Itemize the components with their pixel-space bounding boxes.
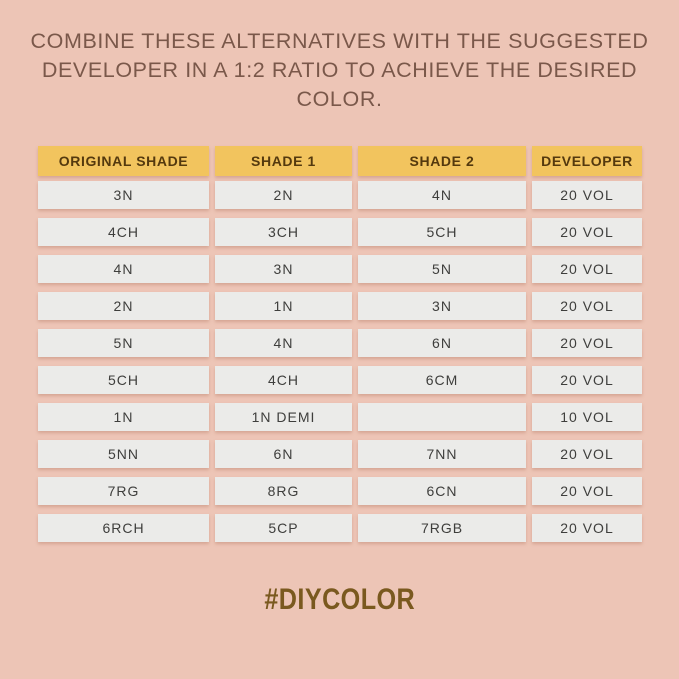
table-cell: 5NN [38,440,209,468]
table-row [38,514,642,542]
table-header-row [38,146,642,176]
table-cell: 6N [215,440,352,468]
header-cell-original-shade: ORIGINAL SHADE [38,146,209,176]
header-cell-developer: DEVELOPER [532,146,642,176]
table-cell: 5N [358,255,526,283]
table-row [38,366,642,394]
table-cell: 2N [215,181,352,209]
table-cell: 20 VOL [532,292,642,320]
table-cell: 20 VOL [532,514,642,542]
title-line-1: COMBINE THESE ALTERNATIVES WITH THE SUGGESTED [30,29,649,53]
table-row [38,181,642,209]
table-row [38,440,642,468]
footer [0,583,679,617]
table-cell: 20 VOL [532,255,642,283]
table-cell: 20 VOL [532,440,642,468]
table-cell: 20 VOL [532,366,642,394]
table-row [38,255,642,283]
table-row [38,218,642,246]
table-cell: 6CN [358,477,526,505]
table-cell: 2N [38,292,209,320]
table-cell: 5CH [358,218,526,246]
table-cell: 6CM [358,366,526,394]
table-cell: 6RCH [38,514,209,542]
table-cell: 4N [358,181,526,209]
table-cell: 1N [215,292,352,320]
header-cell-shade-2: SHADE 2 [358,146,526,176]
table-cell: 3CH [215,218,352,246]
table-cell-empty [358,403,526,431]
table-cell: 3N [38,181,209,209]
table-cell: 7RG [38,477,209,505]
table-row [38,403,642,431]
table-row [38,477,642,505]
table-cell: 20 VOL [532,477,642,505]
table-row [38,329,642,357]
table-cell: 7NN [358,440,526,468]
table-cell: 5N [38,329,209,357]
table-cell: 4N [215,329,352,357]
table-cell: 5CP [215,514,352,542]
page-title [18,27,661,114]
table-cell: 1N [38,403,209,431]
table-cell: 20 VOL [532,181,642,209]
table-cell: 1N DEMI [215,403,352,431]
header-cell-shade-1: SHADE 1 [215,146,352,176]
table-cell: 6N [358,329,526,357]
table-cell: 4CH [215,366,352,394]
table-cell: 3N [358,292,526,320]
table-cell: 3N [215,255,352,283]
table-cell: 4N [38,255,209,283]
table-cell: 8RG [215,477,352,505]
title-line-3: COLOR. [296,87,383,111]
table-cell: 7RGB [358,514,526,542]
title-line-2: DEVELOPER IN A 1:2 RATIO TO ACHIEVE THE DESIRED [41,58,638,82]
hashtag-text: #DIYCOLOR [264,583,415,616]
shade-conversion-table [38,146,642,551]
table-cell: 20 VOL [532,329,642,357]
table-cell: 5CH [38,366,209,394]
table-row [38,292,642,320]
table-cell: 4CH [38,218,209,246]
table-cell: 10 VOL [532,403,642,431]
table-cell: 20 VOL [532,218,642,246]
